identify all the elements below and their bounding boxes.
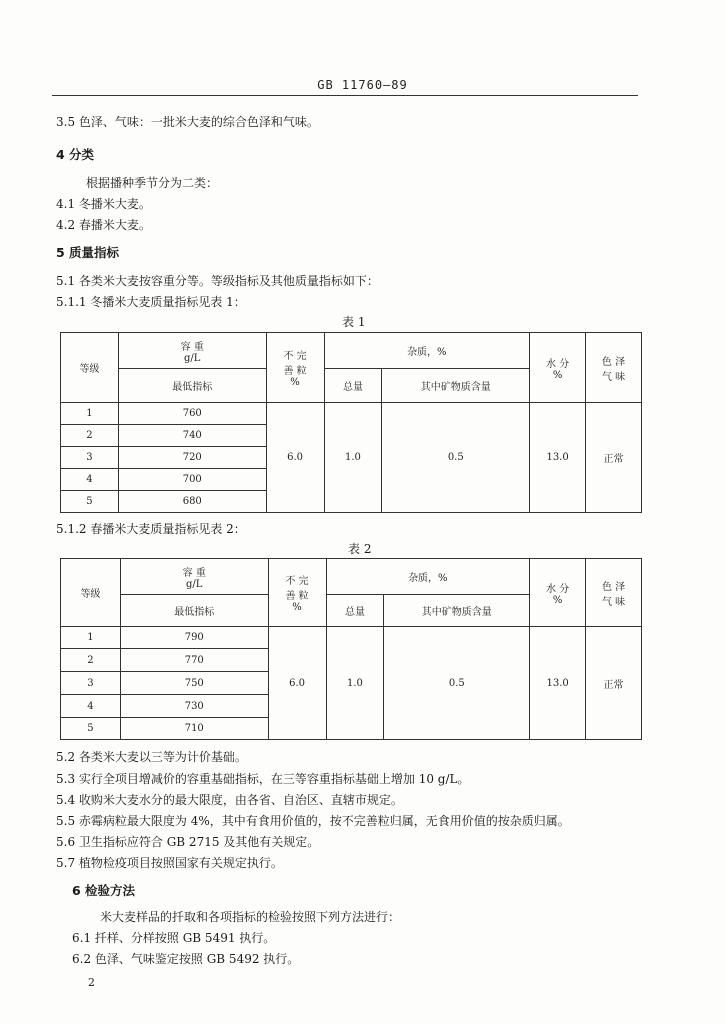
header-impurity: 杂质，%: [324, 333, 530, 369]
t2-grade: 2: [61, 649, 121, 672]
page-number: 2: [88, 976, 95, 989]
t1-grade: 1: [61, 403, 119, 425]
header-color: 色 泽: [601, 581, 626, 593]
t2-moisture: 13.0: [530, 627, 586, 740]
section-4-intro: 根据播种季节分为二类：: [86, 176, 219, 190]
header-moisture: [530, 333, 586, 403]
t1-moisture: 13.0: [530, 403, 586, 513]
t1-color-smell: 正常: [586, 403, 642, 513]
clause-3-5: 3.5 色泽、气味：一批米大麦的综合色泽和气味。: [56, 115, 319, 129]
t1-density: 680: [118, 491, 266, 513]
header-density: [118, 333, 266, 369]
header-imperfect-unit: %: [292, 602, 302, 613]
table-1-caption: 表 1: [342, 315, 366, 329]
t1-imperfect: 6.0: [266, 403, 324, 513]
clause-5-4: 5.4 收购米大麦水分的最大限度，由各省、自治区、直辖市规定。: [56, 793, 403, 807]
header-smell: 气 味: [601, 596, 626, 608]
header-rule: [52, 95, 638, 96]
section-6-intro: 米大麦样品的扦取和各项指标的检验按照下列方法进行：: [100, 910, 401, 924]
clause-5-6: 5.6 卫生指标应符合 GB 2715 及其他有关规定。: [56, 835, 320, 849]
t2-grade: 5: [61, 718, 121, 740]
clause-5-5: 5.5 赤霉病粒最大限度为 4%，其中有食用价值的，按不完善粒归属，无食用价值的按杂质归属。: [56, 814, 570, 828]
header-min-index: 最低指标: [118, 369, 266, 403]
header-moisture-label: 水 分: [546, 583, 570, 595]
t1-density: 700: [118, 469, 266, 491]
header-imperfect: [266, 333, 324, 403]
page-header: GB 11760—89: [317, 78, 408, 92]
header-imperfect-line2: 善 粒: [283, 366, 307, 377]
t1-density: 740: [118, 425, 266, 447]
clause-5-1-1: 5.1.1 冬播米大麦质量指标见表 1：: [56, 295, 246, 309]
section-4-heading: 4 分类: [56, 147, 95, 162]
clause-4-1: 4.1 冬播米大麦。: [56, 197, 151, 211]
header-moisture-unit: %: [552, 594, 563, 606]
t2-grade: 1: [61, 627, 121, 649]
clause-5-1-2: 5.1.2 春播米大麦质量指标见表 2：: [56, 522, 246, 536]
clause-5-1: 5.1 各类米大麦按容重分等。等级指标及其他质量指标如下：: [56, 274, 379, 288]
header-density-label: 容 重: [180, 341, 204, 353]
t1-mineral: 0.5: [382, 403, 530, 513]
header-density-unit: g/L: [186, 578, 203, 590]
clause-6-2: 6.2 色泽、气味鉴定按照 GB 5492 执行。: [72, 952, 300, 966]
clause-6-1: 6.1 扦样、分样按照 GB 5491 执行。: [72, 931, 276, 945]
t1-grade: 3: [61, 447, 119, 469]
header-min-index: 最低指标: [120, 595, 268, 627]
t2-density: 750: [120, 672, 268, 695]
t2-impurity-total: 1.0: [326, 627, 384, 740]
table-2-caption: 表 2: [348, 542, 372, 556]
table-1: [60, 332, 642, 513]
header-color-smell: [586, 559, 642, 627]
header-moisture-unit: %: [552, 369, 563, 381]
clause-5-2: 5.2 各类米大麦以三等为计价基础。: [56, 750, 247, 764]
header-density-label: 容 重: [182, 567, 206, 579]
t2-color-smell: 正常: [586, 627, 642, 740]
header-imperfect-line1: 不 完: [285, 576, 309, 587]
header-smell: 气 味: [601, 371, 626, 383]
t2-density: 710: [120, 718, 268, 740]
section-6-heading: 6 检验方法: [72, 883, 136, 898]
header-impurity-total: 总量: [326, 595, 384, 627]
header-impurity-total: 总量: [324, 369, 382, 403]
header-moisture: [530, 559, 586, 627]
section-5-heading: 5 质量指标: [56, 245, 120, 260]
header-impurity: 杂质，%: [326, 559, 530, 595]
header-imperfect-unit: %: [290, 377, 300, 388]
clause-5-7: 5.7 植物检疫项目按照国家有关规定执行。: [56, 856, 283, 870]
header-mineral: 其中矿物质含量: [382, 369, 530, 403]
t1-grade: 4: [61, 469, 119, 491]
t1-density: 720: [118, 447, 266, 469]
header-grade: 等级: [61, 559, 121, 627]
header-mineral: 其中矿物质含量: [384, 595, 530, 627]
t1-grade: 5: [61, 491, 119, 513]
header-color: 色 泽: [601, 356, 626, 368]
header-imperfect-line2: 善 粒: [285, 591, 309, 602]
clause-4-2: 4.2 春播米大麦。: [56, 218, 151, 232]
header-density-unit: g/L: [184, 352, 201, 364]
t2-grade: 3: [61, 672, 121, 695]
t1-impurity-total: 1.0: [324, 403, 382, 513]
header-imperfect: [268, 559, 326, 627]
t1-grade: 2: [61, 425, 119, 447]
t1-density: 760: [118, 403, 266, 425]
clause-5-3: 5.3 实行全项目增减价的容重基础指标，在三等容重指标基础上增加 10 g/L。: [56, 772, 470, 786]
header-density: [120, 559, 268, 595]
table-2: [60, 558, 642, 740]
header-imperfect-line1: 不 完: [283, 351, 307, 362]
t2-density: 790: [120, 627, 268, 649]
t2-grade: 4: [61, 695, 121, 718]
header-grade: 等级: [61, 333, 119, 403]
t2-density: 730: [120, 695, 268, 718]
t2-density: 770: [120, 649, 268, 672]
t2-mineral: 0.5: [384, 627, 530, 740]
header-color-smell: [586, 333, 642, 403]
t2-imperfect: 6.0: [268, 627, 326, 740]
header-moisture-label: 水 分: [545, 358, 570, 370]
